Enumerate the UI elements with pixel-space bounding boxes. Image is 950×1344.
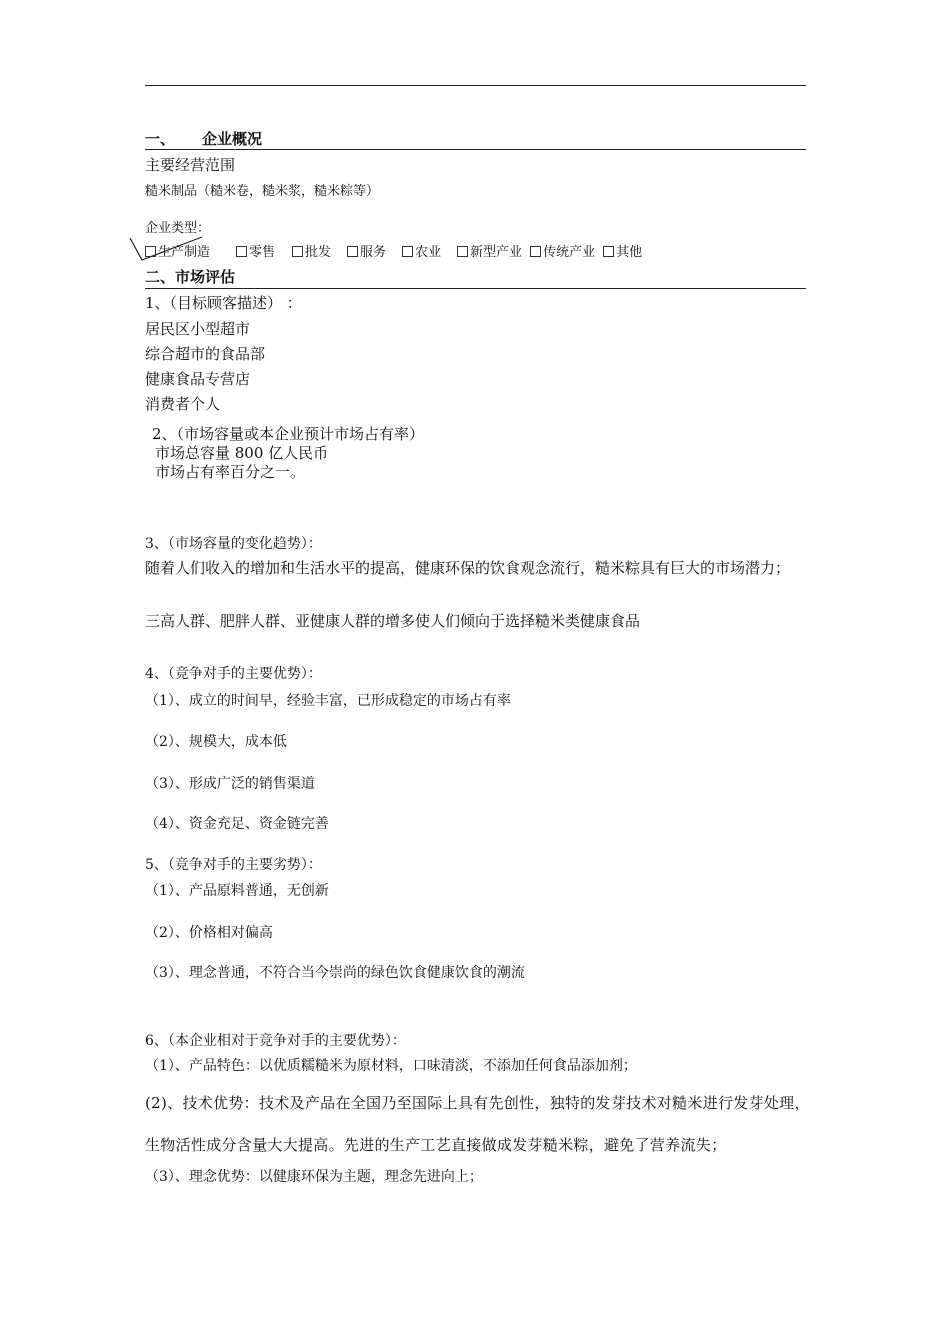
q3-paragraph: 随着人们收入的增加和生活水平的提高，健康环保的饮食观念流行，糙米粽具有巨大的市场潜力； [145, 559, 791, 577]
q3-heading: 3、（市场容量的变化趋势）： [145, 536, 322, 552]
type-option-service[interactable] [347, 241, 386, 260]
checkbox-icon [347, 246, 358, 257]
q5-item: （3）、理念普通，不符合当今崇尚的绿色饮食健康饮食的潮流 [145, 965, 525, 981]
section1-number: 一、 [145, 130, 176, 148]
type-option-label: 批发 [305, 245, 332, 260]
checkbox-icon [457, 246, 468, 257]
q2-line: 市场占有率百分之一。 [155, 463, 306, 481]
checkbox-icon [530, 246, 541, 257]
type-option-label: 生产制造 [158, 245, 211, 260]
type-option-label: 零售 [249, 245, 276, 260]
q3-paragraph: 三高人群、肥胖人群、亚健康人群的增多使人们倾向于选择糙米类健康食品 [145, 612, 641, 630]
checkbox-icon [292, 246, 303, 257]
section1-title: 企业概况 [202, 130, 263, 148]
q4-item: （4）、资金充足、资金链完善 [145, 816, 329, 832]
q4-item: （3）、形成广泛的销售渠道 [145, 776, 315, 792]
customer-item: 综合超市的食品部 [145, 345, 266, 363]
checkbox-icon [603, 246, 614, 257]
scope-label: 主要经营范围 [145, 156, 236, 174]
type-option-traditional-industry[interactable] [530, 241, 595, 260]
checkbox-icon [145, 246, 156, 257]
customer-item: 健康食品专营店 [145, 370, 251, 388]
scope-value: 糙米制品（糙米卷，糙米浆，糙米粽等） [145, 184, 380, 199]
type-option-other[interactable] [603, 241, 642, 260]
q6-heading: 6、（本企业相对于竞争对手的主要优势）： [145, 1033, 406, 1049]
q1-heading: 1、（目标顾客描述） ： [145, 294, 302, 312]
q4-item: （2）、规模大，成本低 [145, 734, 287, 750]
enterprise-type-options [145, 241, 642, 260]
q5-item: （1）、产品原料普通，无创新 [145, 883, 329, 899]
header-rule [145, 85, 806, 86]
type-option-label: 其他 [616, 245, 643, 260]
q4-heading: 4、（竞争对手的主要优势）： [145, 666, 322, 682]
q2-heading: 2、（市场容量或本企业预计市场占有率） [152, 425, 425, 443]
type-option-retail[interactable] [236, 241, 275, 260]
type-option-new-industry[interactable] [457, 241, 522, 260]
type-option-agriculture[interactable] [402, 241, 441, 260]
type-label: 企业类型： [145, 221, 211, 236]
checkbox-icon [236, 246, 247, 257]
section2-rule [145, 288, 806, 289]
q4-item: （1）、成立的时间早，经验丰富，已形成稳定的市场占有率 [145, 693, 511, 709]
q5-item: （2）、价格相对偏高 [145, 925, 273, 941]
type-option-manufacturing[interactable] [145, 241, 210, 260]
type-option-label: 农业 [415, 245, 442, 260]
q6-item: （3）、理念优势：以健康环保为主题，理念先进向上； [145, 1169, 483, 1185]
section2-title: 二、市场评估 [145, 268, 236, 286]
section1-rule [145, 149, 806, 150]
q2-line: 市场总容量 800 亿人民币 [155, 444, 329, 462]
type-option-label: 服务 [360, 245, 387, 260]
q6-item: （1）、产品特色：以优质糯糙米为原材料，口味清淡，不添加任何食品添加剂； [145, 1058, 637, 1074]
type-option-label: 传统产业 [543, 245, 596, 260]
customer-item: 消费者个人 [145, 395, 221, 413]
type-option-label: 新型产业 [470, 245, 523, 260]
q6-item: (2)、技术优势：技术及产品在全国乃至国际上具有先创性，独特的发芽技术对糙米进行发芽处理，生物活性成分含量大大提高。先进的生产工艺直接做成发芽糙米粽，避免了营养流失； [145, 1094, 810, 1154]
checkbox-icon [402, 246, 413, 257]
q5-heading: 5、（竞争对手的主要劣势）： [145, 857, 322, 873]
customer-item: 居民区小型超市 [145, 320, 251, 338]
type-option-wholesale[interactable] [292, 241, 331, 260]
